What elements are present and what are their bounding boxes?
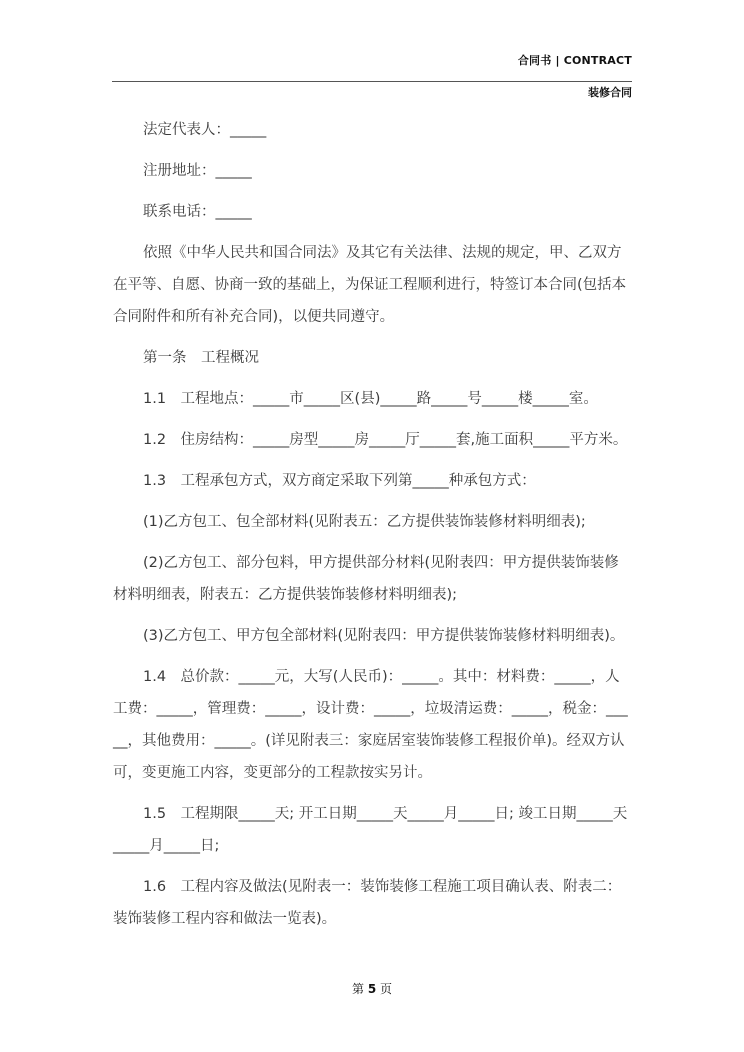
option-2: (2)乙方包工、部分包料，甲方提供部分材料(见附表四：甲方提供装饰装修材料明细表，附表五：乙方提供装饰装修材料明细表); <box>113 555 619 603</box>
clause-1-4: 1.4 总价款：_____元，大写(人民币)：_____。其中：材料费：_____，人工费：_____，管理费：_____，设计费：_____，垃圾清运费：_____，税金：_____，其他费用：_____。(详见附表三：家庭居室装饰装修工程报价单)。经双方认可，变更施工内容，变更部分的工程款按实另计。 <box>113 669 628 781</box>
clause-1-3: 1.3 工程承包方式，双方商定采取下列第_____种承包方式： <box>143 473 536 489</box>
preamble-paragraph: 依照《中华人民共和国合同法》及其它有关法律、法规的规定，甲、乙双方在平等、自愿、协商一致的基础上，为保证工程顺利进行，特签订本合同(包括本合同附件和所有补充合同)，以便共同遵守。 <box>113 245 627 325</box>
page-suffix: 页 <box>380 982 393 996</box>
header-subtitle: 装修合同 <box>588 86 632 99</box>
option-1: (1)乙方包工、包全部材料(见附表五：乙方提供装饰装修材料明细表); <box>143 514 586 530</box>
clause-1-5: 1.5 工程期限_____天; 开工日期_____天_____月_____日; 竣工日期_____天_____月_____日; <box>113 806 628 854</box>
article-one-heading: 第一条 工程概况 <box>143 350 259 366</box>
page-footer <box>0 980 744 997</box>
contract-body <box>113 114 631 944</box>
registered-address-line: 注册地址：_____ <box>143 163 252 179</box>
contact-phone-line: 联系电话：_____ <box>143 204 252 220</box>
legal-representative-line: 法定代表人：_____ <box>143 122 267 138</box>
option-3: (3)乙方包工、甲方包全部材料(见附表四：甲方提供装饰装修材料明细表)。 <box>143 628 625 644</box>
clause-1-2: 1.2 住房结构：_____房型_____房_____厅_____套,施工面积_____平方米。 <box>143 432 628 448</box>
header-title: 合同书 | CONTRACT <box>517 54 632 67</box>
clause-1-6: 1.6 工程内容及做法(见附表一：装饰装修工程施工项目确认表、附表二：装饰装修工程内容和做法一览表)。 <box>113 879 622 927</box>
page-number: 5 <box>367 982 377 996</box>
page-prefix: 第 <box>351 982 364 996</box>
clause-1-1: 1.1 工程地点：_____市_____区(县)_____路_____号_____楼_____室。 <box>143 391 598 407</box>
header-divider <box>112 81 632 82</box>
